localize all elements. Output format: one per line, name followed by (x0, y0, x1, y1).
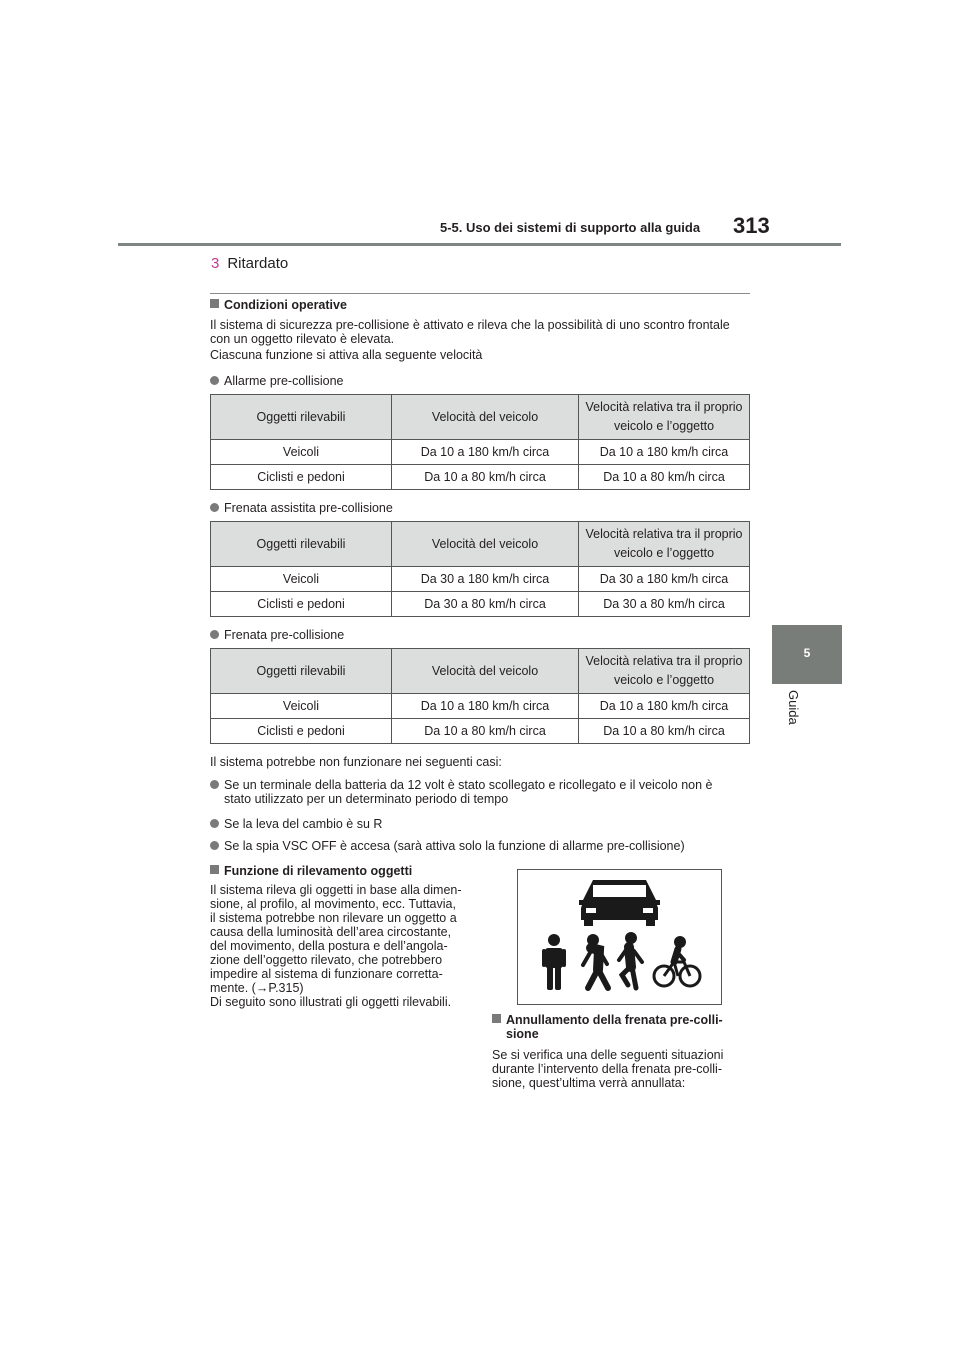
circle-bullet-icon (210, 841, 219, 850)
table-header-cell: Velocità del veicolo (392, 395, 579, 440)
table-header-row (211, 395, 750, 440)
table-header-cell: Velocità del veicolo (392, 649, 579, 694)
table-header-cell: Velocità relativa tra il proprio veicolo e l’oggetto (579, 522, 750, 567)
table-cell: Veicoli (211, 440, 392, 465)
chapter-tab-label: Guida (786, 690, 801, 725)
table-row (211, 592, 750, 617)
table-header-cell: Oggetti rilevabili (211, 395, 392, 440)
header-rule (118, 243, 841, 246)
table-cell: Veicoli (211, 567, 392, 592)
chapter-tab[interactable] (772, 625, 842, 684)
table-cell: Da 30 a 80 km/h circa (579, 592, 750, 617)
speed-intro: Ciascuna funzione si attiva alla seguente velocità (210, 348, 483, 362)
not-working-intro: Il sistema potrebbe non funzionare nei seguenti casi: (210, 755, 502, 769)
table-header-cell: Velocità del veicolo (392, 522, 579, 567)
standing-pedestrian-icon (542, 934, 566, 990)
square-bullet-icon (210, 865, 219, 874)
operating-conditions-paragraph: Il sistema di sicurezza pre-collisione è attivato e rileva che la possibilità di uno scontro frontale con un oggetto rilevato è elevata. (210, 318, 730, 346)
table-header-cell: Velocità relativa tra il proprio veicolo e l’oggetto (579, 395, 750, 440)
step-text: Ritardato (227, 255, 289, 272)
step-item (211, 255, 288, 272)
page-number: 313 (733, 213, 770, 238)
chapter-tab-number: 5 (803, 646, 811, 660)
header-title: 5-5. Uso dei sistemi di supporto alla guida (440, 220, 701, 235)
list-item: Se un terminale della batteria da 12 volt è stato scollegato e ricollegato e il veicolo non è stato utilizzato per un determinato periodo di tempo (210, 778, 750, 806)
table-cell: Da 10 a 80 km/h circa (579, 719, 750, 744)
table-cell: Da 10 a 80 km/h circa (579, 465, 750, 490)
table-caption: Frenata pre-collisione (210, 628, 344, 642)
circle-bullet-icon (210, 376, 219, 385)
circle-bullet-icon (210, 780, 219, 789)
table-cell: Da 30 a 180 km/h circa (392, 567, 579, 592)
running-pedestrian-icon (619, 932, 642, 988)
list-item: Se la spia VSC OFF è accesa (sarà attiva solo la funzione di allarme pre-collisione) (210, 839, 685, 853)
table-cell: Da 10 a 80 km/h circa (392, 719, 579, 744)
table-cell: Da 10 a 80 km/h circa (392, 465, 579, 490)
table-caption: Frenata assistita pre-collisione (210, 501, 393, 515)
speed-table (210, 521, 750, 617)
square-bullet-icon (492, 1014, 501, 1023)
speed-table (210, 394, 750, 490)
table-cell: Da 10 a 180 km/h circa (579, 694, 750, 719)
detection-paragraph: Il sistema rileva gli oggetti in base alla dimen- sione, al profilo, al movimento, ecc. Tuttavia, il sistema potrebbe non rilevare un oggetto a causa della luminosità dell’area circostante, del movimento, della postura e dell’angola- zione dell’oggetto rilevato, che potrebbero impedire al sistema di funzionare corretta- mente. (→P.315) Di seguito sono illustrati gli oggetti rilevabili. (210, 883, 462, 1009)
circle-bullet-icon (210, 819, 219, 828)
table-header-row (211, 522, 750, 567)
operating-conditions-heading: Condizioni operative (210, 298, 347, 312)
circle-bullet-icon (210, 630, 219, 639)
step-number: 3 (211, 255, 220, 272)
detectable-objects-illustration (517, 869, 722, 1005)
table-header-cell: Velocità relativa tra il proprio veicolo e l’oggetto (579, 649, 750, 694)
table-cell: Da 10 a 180 km/h circa (392, 440, 579, 465)
section-rule (210, 293, 750, 294)
circle-bullet-icon (210, 503, 219, 512)
cancellation-paragraph: Se si verifica una delle seguenti situazioni durante l’intervento della frenata pre-colli- sione, quest’ultima verrà annullata: (492, 1048, 724, 1090)
table-cell: Da 10 a 180 km/h circa (579, 440, 750, 465)
car-icon (579, 880, 660, 926)
table-row (211, 694, 750, 719)
cyclist-icon (654, 936, 700, 986)
table-row (211, 440, 750, 465)
table-cell: Da 30 a 180 km/h circa (579, 567, 750, 592)
table-row (211, 567, 750, 592)
walking-pedestrian-icon (583, 934, 608, 988)
list-item: Se la leva del cambio è su R (210, 817, 382, 831)
table-cell: Da 30 a 80 km/h circa (392, 592, 579, 617)
table-cell: Da 10 a 180 km/h circa (392, 694, 579, 719)
cancellation-heading: Annullamento della frenata pre-colli- sione (492, 1013, 742, 1041)
table-caption: Allarme pre-collisione (210, 374, 344, 388)
table-row (211, 465, 750, 490)
speed-table (210, 648, 750, 744)
detection-heading: Funzione di rilevamento oggetti (210, 864, 412, 878)
table-header-cell: Oggetti rilevabili (211, 522, 392, 567)
table-header-row (211, 649, 750, 694)
table-header-cell: Oggetti rilevabili (211, 649, 392, 694)
table-cell: Ciclisti e pedoni (211, 592, 392, 617)
square-bullet-icon (210, 299, 219, 308)
table-cell: Ciclisti e pedoni (211, 465, 392, 490)
table-row (211, 719, 750, 744)
table-cell: Ciclisti e pedoni (211, 719, 392, 744)
table-cell: Veicoli (211, 694, 392, 719)
